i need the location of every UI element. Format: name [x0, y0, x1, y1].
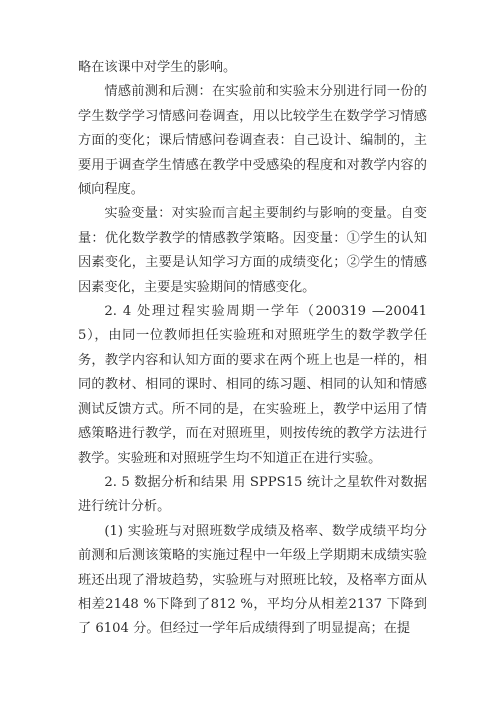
paragraph-procedure: 2. 4 处理过程实验周期一学年（200319 —200415），由同一位教师担任实验班和对照班学生的数学教学任务，教学内容和认知方面的要求在两个班上也是一样的，相同的教材、相同的课时、相同的练习题、相同的认知和情感测试反馈方式。所不同的是，在实验班上，教学中运用了情感策略进行教学，而在对照班里，则按传统的教学方法进行教学。实验班和对照班学生均不知道正在进行实验。	[78, 304, 427, 466]
paragraph-continuation: 略在该课中对学生的影响。	[78, 60, 237, 75]
document-page	[78, 56, 427, 642]
paragraph-data-analysis: 2. 5 数据分析和结果 用 SPPS15 统计之星软件对数据进行统计分析。	[78, 474, 427, 515]
paragraph-results: (1) 实验班与对照班数学成绩及格率、数学成绩平均分前测和后测该策略的实施过程中一年级上学期期末成绩实验班还出现了滑坡趋势，实验班与对照班比较，及格率方面从相差2148 %下降到了812 %，平均分从相差2137 下降到了 6104 分。但经过一学年后成绩得到了明显提高；在提	[78, 523, 427, 637]
paragraph-emotion-tests: 情感前测和后测：在实验前和实验末分别进行同一份的学生数学学习情感问卷调查，用以比较学生在数学学习情感方面的变化；课后情感问卷调查表：自己设计、编制的，主要用于调查学生情感在教学中受感染的程度和对教学内容的倾向程度。	[78, 84, 427, 198]
paragraph-experiment-variables: 实验变量：对实验而言起主要制约与影响的变量。自变量：优化数学教学的情感教学策略。因变量：①学生的认知因素变化，主要是认知学习方面的成绩变化；②学生的情感因素变化，主要是实验期间的情感变化。	[78, 206, 427, 295]
